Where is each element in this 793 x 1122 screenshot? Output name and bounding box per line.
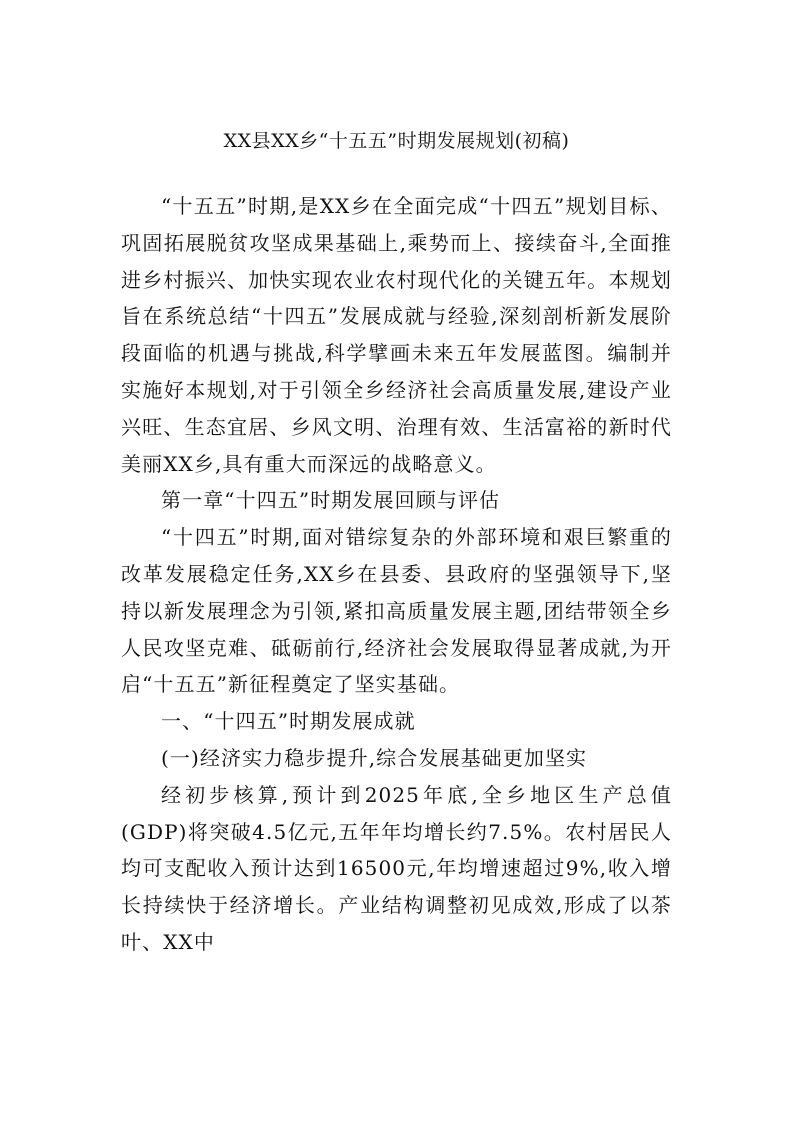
subsection-heading: (一)经济实力稳步提升,综合发展基础更加坚实: [161, 745, 588, 770]
section-heading: 一、“十四五”时期发展成就: [161, 709, 416, 734]
chapter-intro-paragraph: “十四五”时期,面对错综复杂的外部环境和艰巨繁重的改革发展稳定任务,XX乡在县委、县政府的坚强领导下,坚持以新发展理念为引领,紧扣高质量发展主题,团结带领全乡人民攻坚克难、砥砺前行,经济社会发展取得显著成就,为开启“十五五”新征程奠定了坚实基础。: [121, 525, 672, 697]
chapter-heading: 第一章“十四五”时期发展回顾与评估: [161, 488, 501, 513]
document-title: XX县XX乡“十五五”时期发展规划(初稿): [223, 130, 570, 152]
intro-paragraph: “十五五”时期,是XX乡在全面完成“十四五”规划目标、巩固拓展脱贫攻坚成果基础上,乘势而上、接续奋斗,全面推进乡村振兴、加快实现农业农村现代化的关键五年。本规划旨在系统总结“十四五”发展成就与经验,深刻剖析新发展阶段面临的机遇与挑战,科学擘画未来五年发展蓝图。编制并实施好本规划,对于引领全乡经济社会高质量发展,建设产业兴旺、生态宜居、乡风文明、治理有效、生活富裕的新时代美丽XX乡,具有重大而深远的战略意义。: [121, 194, 672, 476]
subsection-paragraph: 经初步核算,预计到2025年底,全乡地区生产总值(GDP)将突破4.5亿元,五年年均增长约7.5%。农村居民人均可支配收入预计达到16500元,年均增速超过9%,收入增长持续快于经济增长。产业结构调整初见成效,形成了以茶叶、XX中: [121, 782, 672, 954]
